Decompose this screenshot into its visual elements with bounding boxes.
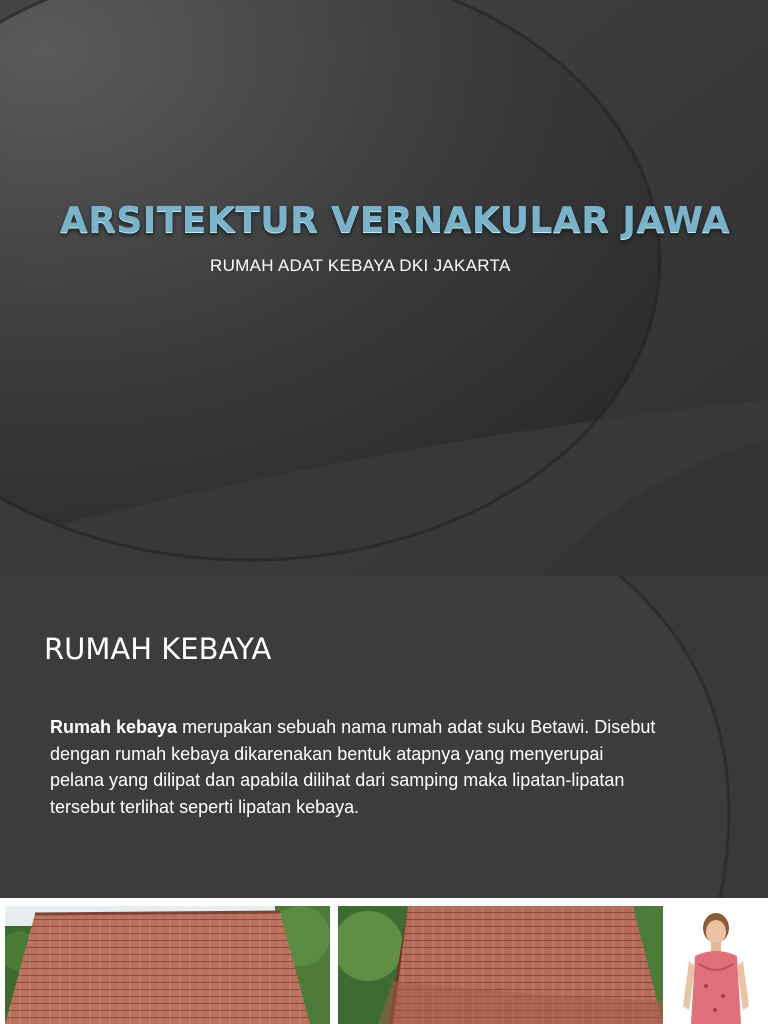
content-slide	[0, 576, 768, 898]
roof-photo-1	[5, 906, 330, 1024]
description-paragraph	[50, 714, 660, 820]
slide-subtitle: RUMAH ADAT KEBAYA DKI JAKARTA	[210, 256, 511, 275]
paragraph-bold-term: Rumah kebaya	[50, 717, 178, 737]
paragraph-text: merupakan sebuah nama rumah adat suku Betawi. Disebut dengan rumah kebaya dikarenakan bentuk atapnya yang menyerupai pelana yang dilipat dan apabila dilihat dari samping maka lipatan-lipatan tersebut terlihat seperti lipatan kebaya.	[50, 717, 656, 817]
roof-photo-2	[338, 906, 663, 1024]
photo-strip	[0, 898, 768, 1024]
slide-title: ARSITEKTUR VERNAKULAR JAWA	[59, 200, 731, 241]
section-heading: RUMAH KEBAYA	[44, 632, 272, 666]
kebaya-model-photo	[671, 906, 768, 1024]
